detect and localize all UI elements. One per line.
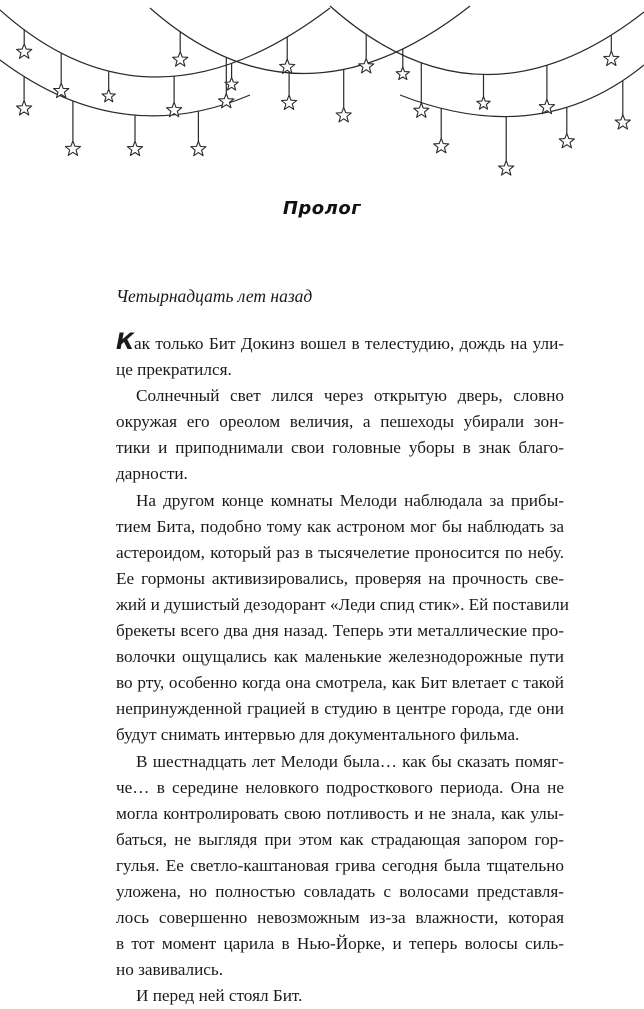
- star-icon: [281, 95, 296, 110]
- star-garland-decoration: [0, 0, 644, 185]
- text-line: могла контролировать свою потливость и не знала, как улы-: [116, 803, 564, 823]
- star-icon: [173, 52, 188, 66]
- chapter-text: [116, 330, 569, 1009]
- text-line: дарности.: [116, 464, 188, 484]
- text-line: непринужденной грацией в студию в центре города, где они: [116, 699, 564, 719]
- garland-string: [400, 65, 644, 117]
- star-icon: [359, 58, 374, 73]
- text-line: тики и приподнимали свои головные уборы в знак благо-: [116, 438, 564, 458]
- garland-string: [0, 8, 330, 77]
- text-line: будут снимать интервью для документального фильма.: [116, 725, 520, 745]
- garland-string: [0, 60, 250, 116]
- star-icon: [17, 44, 32, 58]
- text-line: тием Бита, подобно тому как астроном мог бы наблюдать за: [116, 516, 564, 536]
- star-icon: [102, 89, 115, 102]
- chapter-title: Пролог: [282, 198, 362, 219]
- text-line: лось совершенно невозможным из-за влажности, которая: [116, 908, 564, 928]
- text-line: баться, не выглядя при этом как страдающая запором гор-: [116, 829, 564, 849]
- star-icon: [127, 141, 142, 156]
- text-line: в тот момент царила в Нью-Йорке, и теперь волосы силь-: [116, 934, 564, 954]
- text-line: И перед ней стоял Бит.: [136, 986, 303, 1006]
- star-icon: [396, 67, 409, 80]
- text-line: брекеты всего два дня назад. Теперь эти металлические про-: [116, 621, 564, 641]
- star-icon: [499, 161, 514, 176]
- star-icon: [54, 83, 69, 98]
- star-icon: [434, 138, 449, 153]
- text-line: жий и душистый дезодорант «Леди спид стик». Ей поставили: [116, 594, 569, 614]
- drop-cap: К: [116, 330, 134, 355]
- star-icon: [191, 141, 206, 156]
- garland-string: [330, 6, 644, 75]
- text-line: во рту, особенно когда она смотрела, как Бит влетает с такой: [116, 673, 564, 693]
- star-icon: [615, 115, 630, 130]
- text-line-content: ак только Бит Докинз вошел в телестудию, дождь на ули-: [133, 334, 564, 353]
- text-line: гулья. Ее светло-каштановая грива сегодня была тщательно: [116, 855, 564, 875]
- star-icon: [604, 51, 619, 66]
- text-line: окружая его ореолом величия, а пешеходы убирали зон-: [116, 412, 564, 432]
- text-line: но завивались.: [116, 960, 224, 980]
- text-line: астероидом, который раз в тысячелетие проносится по небу.: [116, 542, 564, 562]
- star-icon: [280, 59, 295, 73]
- text-line: Ее гормоны активизировались, проверяя на прочность све-: [116, 568, 564, 588]
- star-icon: [65, 141, 80, 156]
- text-line: На другом конце комнаты Мелоди наблюдала за прибы-: [136, 490, 564, 510]
- star-icon: [477, 97, 490, 110]
- text-line: волочки ощущались как маленькие железнодорожные пути: [116, 647, 564, 667]
- text-line: уложена, но полностью совладать с волосами представля-: [116, 881, 564, 901]
- text-line: В шестнадцать лет Мелоди была… как бы сказать помяг-: [136, 751, 564, 771]
- star-icon: [559, 133, 574, 147]
- star-icon: [414, 103, 429, 118]
- text-line: че… в середине неловкого подросткового периода. Она не: [116, 777, 564, 797]
- chapter-epigraph: Четырнадцать лет назад: [116, 286, 313, 306]
- text-line: Солнечный свет лился через открытую дверь, словно: [136, 386, 564, 406]
- text-line: [116, 331, 564, 357]
- star-icon: [336, 107, 351, 122]
- text-line: це прекратился.: [116, 360, 232, 380]
- star-icon: [17, 101, 32, 115]
